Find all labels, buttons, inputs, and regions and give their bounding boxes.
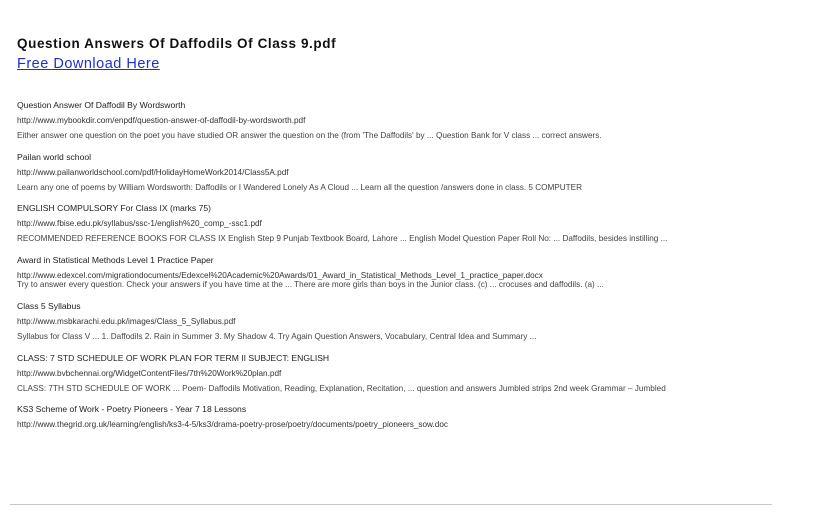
result-snippet: Try to answer every question. Check your answers if you have time at the ... There are more girls than boys in the Junior class. (c) ... crocuses and daffodils. (a) ... <box>17 280 604 290</box>
result-snippet: Either answer one question on the poet you have studied OR answer the question on the (from 'The Daffodils' by ... Question Bank for V class ... correct answers. <box>17 131 602 140</box>
result-item <box>17 255 807 290</box>
result-item <box>17 404 807 430</box>
result-url[interactable]: http://www.pailanworldschool.com/pdf/HolidayHomeWork2014/Class5A.pdf <box>17 167 289 177</box>
result-url[interactable]: http://www.bvbchennai.org/WidgetContentFiles/7th%20Work%20plan.pdf <box>17 368 282 378</box>
result-title: Class 5 Syllabus <box>17 300 81 311</box>
free-download-link[interactable]: Free Download Here <box>17 56 160 72</box>
result-item <box>17 353 807 394</box>
result-snippet: Syllabus for Class V ... 1. Daffodils 2. Rain in Summer 3. My Shadow 4. Try Again Question Answers, Vocabulary, Central Idea and Summary ... <box>17 331 537 341</box>
result-url[interactable]: http://www.edexcel.com/migrationdocuments/Edexcel%20Academic%20Awards/01_Award_in_Statistical_Methods_Level_1_practice_paper.docx <box>17 270 543 280</box>
result-url[interactable]: http://www.thegrid.org.uk/learning/english/ks3-4-5/ks3/drama-poetry-prose/poetry/documents/poetry_pioneers_sow.doc <box>17 420 448 430</box>
result-item <box>17 301 807 342</box>
result-url[interactable]: http://www.msbkarachi.edu.pk/images/Class_5_Syllabus.pdf <box>17 316 236 326</box>
result-title: Pailan world school <box>17 151 92 162</box>
result-title: ENGLISH COMPULSORY For Class IX (marks 75) <box>17 203 212 214</box>
result-title: CLASS: 7 STD SCHEDULE OF WORK PLAN FOR TERM II SUBJECT: ENGLISH <box>17 352 330 363</box>
result-item <box>17 203 807 244</box>
document-title: Question Answers Of Daffodils Of Class 9.pdf <box>17 36 337 51</box>
result-title: KS3 Scheme of Work - Poetry Pioneers - Year 7 18 Lessons <box>17 404 247 415</box>
result-item <box>17 100 807 141</box>
result-url[interactable]: http://www.mybookdir.com/enpdf/question-answer-of-daffodil-by-wordsworth.pdf <box>17 116 306 125</box>
result-snippet: RECOMMENDED REFERENCE BOOKS FOR CLASS IX English Step 9 Punjab Textbook Board, Lahore ... English Model Question Paper Roll No: ... Daffodils, besides instilling ... <box>17 234 668 244</box>
result-snippet: CLASS: 7TH STD SCHEDULE OF WORK ... Poem- Daffodils Motivation, Reading, Explanation, Recitation, ... question and answers Jumbled strips 2nd week Grammar – Jumbled <box>17 383 666 393</box>
footer-divider <box>10 504 772 505</box>
result-snippet: Learn any one of poems by William Wordsworth: Daffodils or I Wandered Lonely As A Cloud ... Learn all the question /answers done in class. 5 COMPUTER <box>17 182 583 192</box>
result-url[interactable]: http://www.fbise.edu.pk/syllabus/ssc-1/english%20_comp_-ssc1.pdf <box>17 219 262 229</box>
results-list <box>17 100 807 441</box>
result-title: Award in Statistical Methods Level 1 Practice Paper <box>17 254 214 265</box>
result-item <box>17 152 807 193</box>
result-title: Question Answer Of Daffodil By Wordsworth <box>17 100 186 110</box>
